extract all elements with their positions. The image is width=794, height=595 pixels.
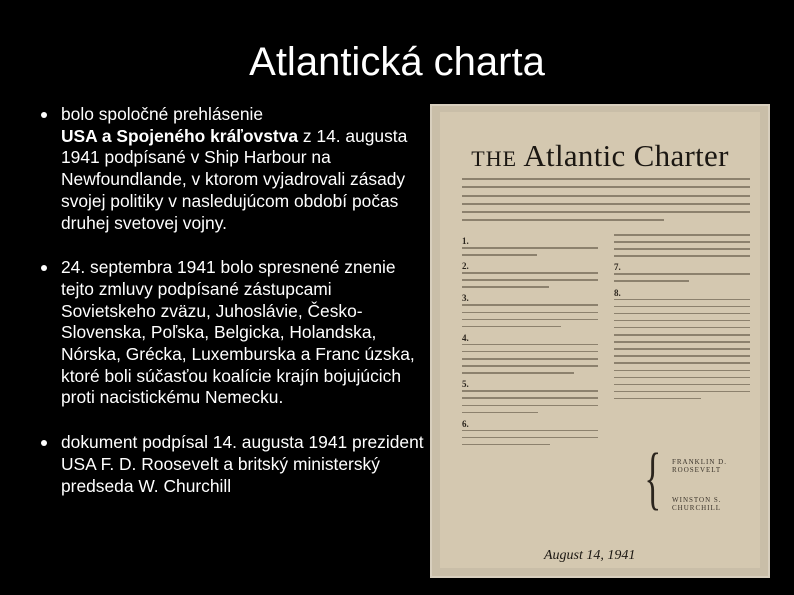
document-column-left bbox=[462, 234, 598, 451]
article-number: 7. bbox=[614, 262, 621, 273]
signature-roosevelt: FRANKLIN D. ROOSEVELT bbox=[672, 458, 727, 474]
bullet-item bbox=[40, 104, 428, 234]
bullet-bold-text: USA a Spojeného kráľovstva bbox=[61, 125, 299, 146]
signature-churchill: WINSTON S. CHURCHILL bbox=[672, 496, 722, 512]
document-column-right bbox=[614, 234, 750, 405]
bullet-item bbox=[40, 257, 428, 409]
bullet-item bbox=[40, 432, 428, 497]
document-paper bbox=[440, 112, 760, 568]
document-date: August 14, 1941 bbox=[544, 548, 636, 563]
atlantic-charter-document-image bbox=[430, 104, 770, 578]
bullet-text: z 14. augusta 1941 podpísané v Ship Harbour na Newfoundlande, v ktorom vyjadrovali zásady svojej politiky v nasledujúcom období počas druhej svetovej vojny. bbox=[61, 125, 408, 233]
bullet-lead: bolo spoločné prehlásenie bbox=[61, 104, 264, 124]
document-preamble bbox=[462, 178, 750, 228]
bullet-list bbox=[40, 104, 428, 520]
document-title-main: Atlantic Charter bbox=[523, 138, 729, 173]
bullet-dot-icon bbox=[41, 112, 47, 118]
article-number: 2. bbox=[462, 261, 469, 272]
article-number: 6. bbox=[462, 418, 469, 429]
bullet-text: 24. septembra 1941 bolo spresnené znenie tejto zmluvy podpísané zástupcami Sovietskeho zväzu, Juhoslávie, Česko-Slovenska, Poľska, Belgicka, Holandska, Nórska, Grécka, Luxemburska a Franc úzska, ktoré boli súčasťou koalície krajín bojujúcich proti nacistickému Nemecku. bbox=[61, 257, 415, 408]
document-title-the: THE bbox=[471, 146, 518, 171]
document-title bbox=[440, 138, 760, 174]
article-number: 3. bbox=[462, 293, 469, 304]
article-number: 1. bbox=[462, 236, 469, 246]
article-number: 5. bbox=[462, 379, 469, 390]
signature-brace-icon: { bbox=[644, 440, 662, 517]
slide-title: Atlantická charta bbox=[249, 40, 545, 84]
bullet-dot-icon bbox=[41, 440, 47, 446]
bullet-text: dokument podpísal 14. augusta 1941 prezident USA F. D. Roosevelt a britský ministerský predseda W. Churchill bbox=[61, 432, 424, 496]
article-number: 4. bbox=[462, 332, 469, 343]
bullet-dot-icon bbox=[41, 265, 47, 271]
article-number: 8. bbox=[614, 287, 621, 298]
